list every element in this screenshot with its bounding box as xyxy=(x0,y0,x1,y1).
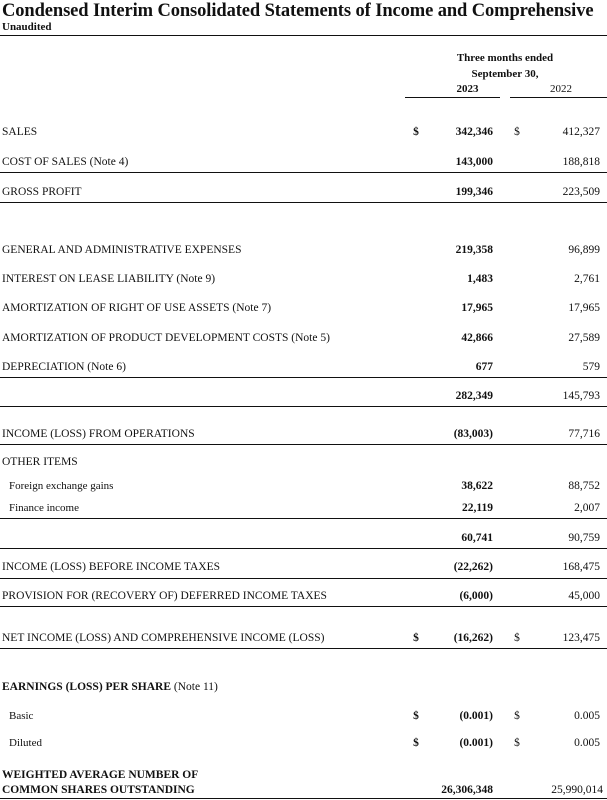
other-items-label: OTHER ITEMS xyxy=(2,456,78,468)
provision-tax-value-2022: 45,000 xyxy=(568,590,600,602)
interest-lease-value-2022: 2,761 xyxy=(574,273,600,285)
finance-income-value-2023: 22,119 xyxy=(462,502,493,514)
depreciation-value-2023: 677 xyxy=(475,361,493,373)
gross-profit-value-2023: 199,346 xyxy=(455,186,493,198)
amort-pdc-label: AMORTIZATION OF PRODUCT DEVELOPMENT COSTS (Note 5) xyxy=(2,332,330,344)
header-rule-2022 xyxy=(510,97,607,98)
unaudited-label: Unaudited xyxy=(2,21,52,33)
period-header-line1: Three months ended xyxy=(456,52,554,64)
basic-currency-2023: $ xyxy=(413,710,419,722)
column-header-2023: 2023 xyxy=(456,83,479,95)
header-rule-2023 xyxy=(405,97,500,98)
rule-gross-profit xyxy=(0,202,607,203)
amort-rou-value-2023: 17,965 xyxy=(461,302,493,314)
basic-label: Basic xyxy=(9,710,34,722)
provision-tax-value-2023: (6,000) xyxy=(459,590,493,602)
expenses-total-2022: 145,793 xyxy=(562,390,600,402)
expenses-total-2023: 282,349 xyxy=(455,390,493,402)
rule-net-income xyxy=(0,648,607,649)
net-income-value-2022: 123,475 xyxy=(562,632,600,644)
net-income-currency-2023: $ xyxy=(413,632,419,644)
interest-lease-label: INTEREST ON LEASE LIABILITY (Note 9) xyxy=(2,273,216,285)
eps-heading-bold: EARNINGS (LOSS) PER SHARE xyxy=(2,681,172,693)
rule-weighted-avg xyxy=(0,798,607,799)
cost-of-sales-value-2023: 143,000 xyxy=(455,156,493,168)
income-ops-value-2023: (83,003) xyxy=(453,428,493,440)
rule-provision-tax xyxy=(0,606,607,607)
sales-label: SALES xyxy=(2,126,38,138)
rule-cost-of-sales xyxy=(0,172,607,173)
net-income-value-2023: (16,262) xyxy=(453,632,493,644)
rule-income-ops xyxy=(0,444,607,445)
cost-of-sales-value-2022: 188,818 xyxy=(562,156,600,168)
diluted-label: Diluted xyxy=(9,737,42,749)
basic-currency-2022: $ xyxy=(514,710,520,722)
fx-gains-value-2023: 38,622 xyxy=(461,480,493,492)
amort-pdc-value-2023: 42,866 xyxy=(461,332,493,344)
sales-currency-2023: $ xyxy=(413,126,419,138)
other-total-2023: 60,741 xyxy=(461,532,493,544)
fx-gains-label: Foreign exchange gains xyxy=(9,480,114,492)
diluted-currency-2022: $ xyxy=(514,737,520,749)
weighted-avg-value-2023: 26,306,348 xyxy=(441,784,493,796)
cost-of-sales-label: COST OF SALES (Note 4) xyxy=(2,156,129,168)
rule-income-before-tax xyxy=(0,578,607,579)
basic-value-2022: 0.005 xyxy=(574,710,600,722)
diluted-value-2022: 0.005 xyxy=(574,737,600,749)
column-header-2022: 2022 xyxy=(550,83,572,95)
basic-value-2023: (0.001) xyxy=(459,710,493,722)
net-income-currency-2022: $ xyxy=(514,632,520,644)
diluted-currency-2023: $ xyxy=(413,737,419,749)
finance-income-value-2022: 2,007 xyxy=(574,502,600,514)
rule-other-total xyxy=(0,548,607,549)
ga-expenses-value-2023: 219,358 xyxy=(455,244,493,256)
sales-currency-2022: $ xyxy=(514,126,520,138)
net-income-label: NET INCOME (LOSS) AND COMPREHENSIVE INCOME (LOSS) xyxy=(2,632,325,644)
weighted-avg-label-line1: WEIGHTED AVERAGE NUMBER OF xyxy=(2,769,199,781)
rule-finance-income xyxy=(0,518,607,519)
amort-rou-label: AMORTIZATION OF RIGHT OF USE ASSETS (Note 7) xyxy=(2,302,272,314)
amort-pdc-value-2022: 27,589 xyxy=(568,332,600,344)
weighted-avg-label-line2: COMMON SHARES OUTSTANDING xyxy=(2,784,195,796)
provision-tax-label: PROVISION FOR (RECOVERY OF) DEFERRED INCOME TAXES xyxy=(2,590,327,602)
diluted-value-2023: (0.001) xyxy=(459,737,493,749)
income-before-tax-value-2023: (22,262) xyxy=(453,561,493,573)
income-before-tax-label: INCOME (LOSS) BEFORE INCOME TAXES xyxy=(2,561,221,573)
statement-title: Condensed Interim Consolidated Statements of Income and Comprehensive xyxy=(2,1,594,21)
depreciation-label: DEPRECIATION (Note 6) xyxy=(2,361,126,373)
income-ops-value-2022: 77,716 xyxy=(568,428,600,440)
rule-depreciation xyxy=(0,377,607,378)
eps-heading xyxy=(2,681,218,693)
ga-expenses-value-2022: 96,899 xyxy=(568,244,600,256)
amort-rou-value-2022: 17,965 xyxy=(568,302,600,314)
gross-profit-label: GROSS PROFIT xyxy=(2,186,82,198)
sales-value-2022: 412,327 xyxy=(562,126,600,138)
weighted-avg-value-2022: 25,990,014 xyxy=(551,784,603,796)
rule-expenses-total xyxy=(0,406,607,407)
income-ops-label: INCOME (LOSS) FROM OPERATIONS xyxy=(2,428,195,440)
eps-heading-note: (Note 11) xyxy=(173,681,218,693)
income-before-tax-value-2022: 168,475 xyxy=(562,561,600,573)
ga-expenses-label: GENERAL AND ADMINISTRATIVE EXPENSES xyxy=(2,244,242,256)
other-total-2022: 90,759 xyxy=(568,532,600,544)
gross-profit-value-2022: 223,509 xyxy=(562,186,600,198)
interest-lease-value-2023: 1,483 xyxy=(467,273,493,285)
title-rule xyxy=(0,35,607,36)
depreciation-value-2022: 579 xyxy=(582,361,600,373)
fx-gains-value-2022: 88,752 xyxy=(568,480,600,492)
sales-value-2023: 342,346 xyxy=(455,126,493,138)
period-header-line2: September 30, xyxy=(471,68,539,80)
finance-income-label: Finance income xyxy=(9,502,79,514)
